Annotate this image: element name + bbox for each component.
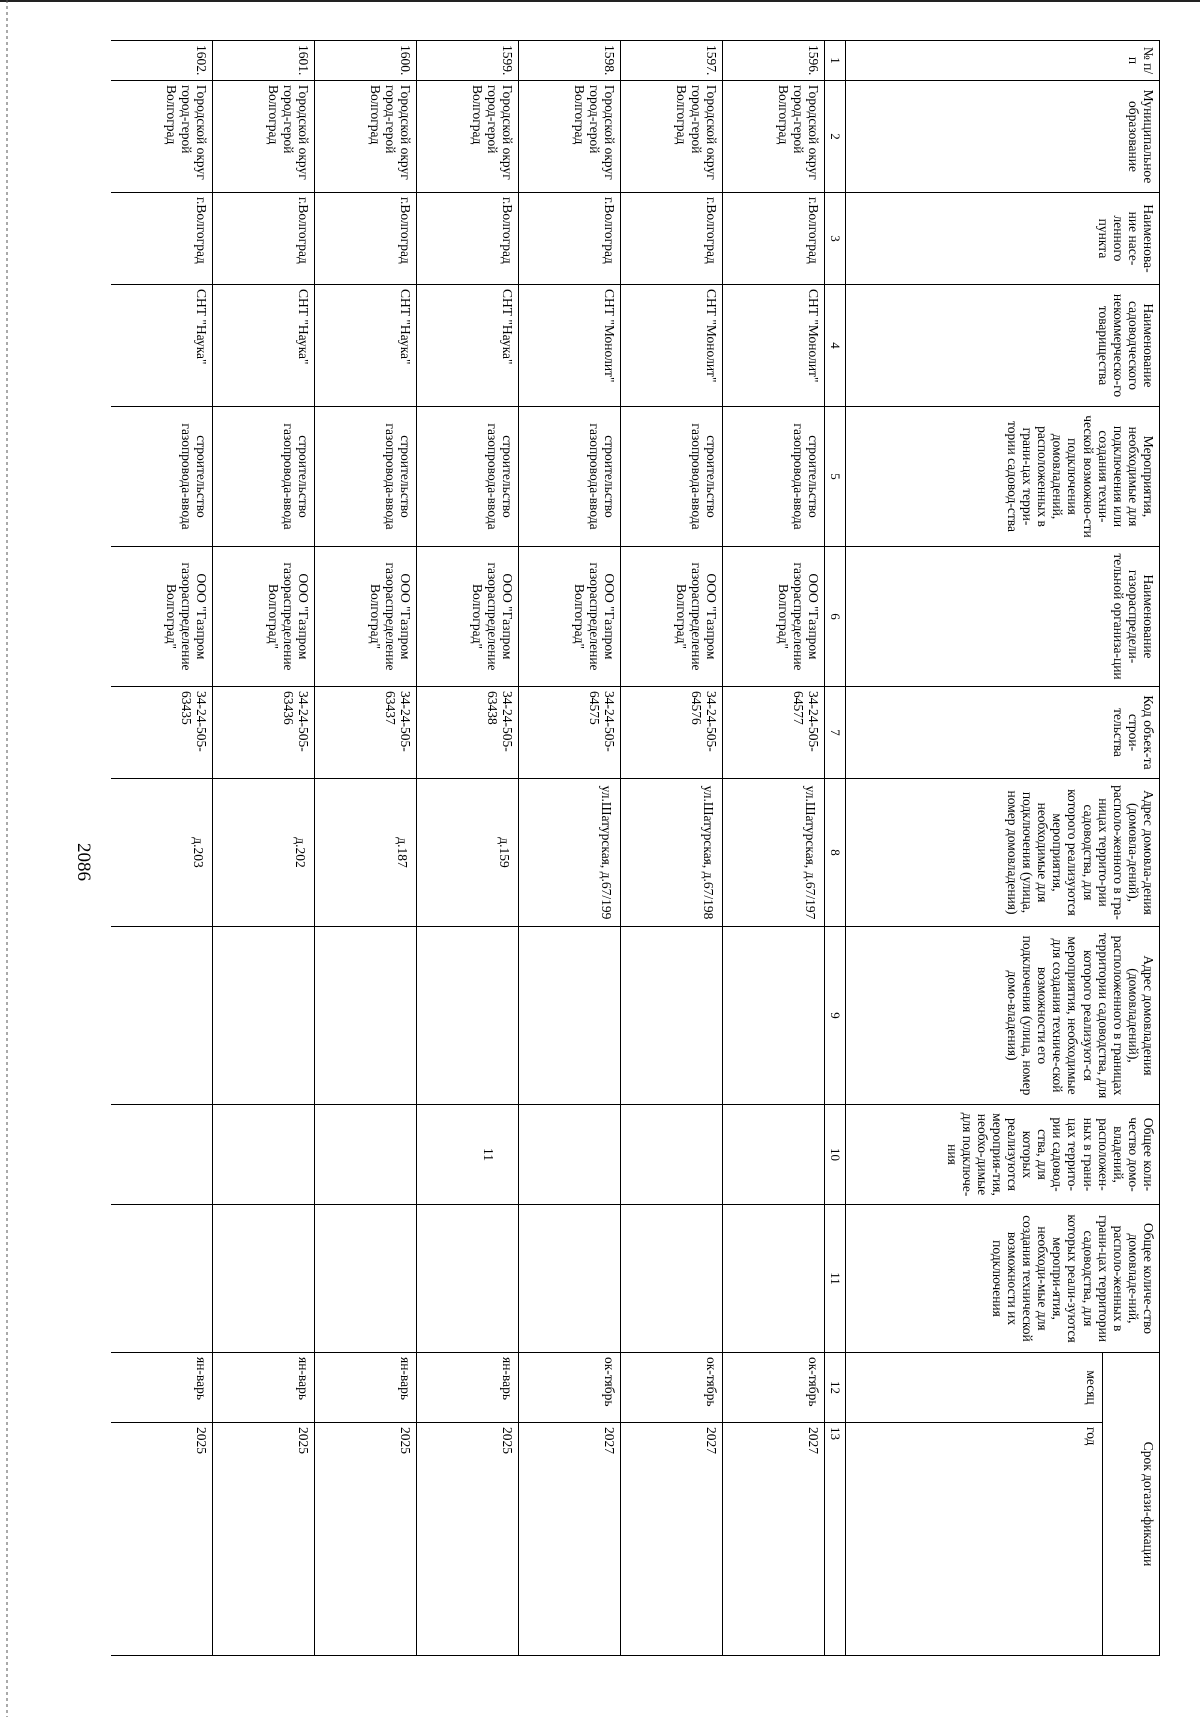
cell-month: ян-варь xyxy=(417,1353,519,1423)
colnum: 13 xyxy=(825,1423,846,1656)
header-measures: Мероприятия, необходимые для подключения или создания техни-ческой возможно-сти подключения домовладений, расположенных в грани-цах терри-тории садовод-ства xyxy=(846,407,1160,547)
cell-municipality: Городской округ город-герой Волгоград xyxy=(111,81,213,193)
cell-total-capability xyxy=(111,1205,213,1353)
cell-partnership: СНТ "Наука" xyxy=(111,285,213,407)
cell-object-code: 34-24-505-63435 xyxy=(111,687,213,779)
cell-measures: строительство газопровода-ввода xyxy=(111,407,213,547)
cell-month: ян-варь xyxy=(213,1353,315,1423)
rotated-table-container xyxy=(163,40,1160,1655)
cell-measures: строительство газопровода-ввода xyxy=(519,407,621,547)
header-municipality: Муниципальное образование xyxy=(846,81,1160,193)
cell-year: 2025 xyxy=(315,1423,417,1656)
cell-object-code: 34-24-505-63437 xyxy=(315,687,417,779)
cell-num: 1602. xyxy=(111,41,213,81)
cell-year: 2027 xyxy=(723,1423,825,1656)
cell-municipality: Городской округ город-герой Волгоград xyxy=(621,81,723,193)
page-number: 2086 xyxy=(73,843,94,881)
cell-address-connection: ул.Шатурская, д.67/198 xyxy=(621,779,723,927)
cell-total-capability xyxy=(519,1205,621,1353)
header-address-capability: Адрес домовладения (домовладений), расположенного в границах территории садоводства, для которого реализуют-ся мероприятия, необходимые для создания техниче-ской возможности его подключения (улица, номер домо-владения) xyxy=(846,927,1160,1105)
cell-year: 2025 xyxy=(213,1423,315,1656)
cell-address-connection: д.202 xyxy=(213,779,315,927)
cell-settlement: г.Волгоград xyxy=(111,193,213,285)
cell-address-capability xyxy=(519,927,621,1105)
header-address-connection: Адрес домовла-дения (домовла-дений), располо-женного в гра-ницах террито-рии садоводства, для которого реализуются мероприятия, необходимые для подключения (улица, номер домовладения) xyxy=(846,779,1160,927)
cell-municipality: Городской округ город-герой Волгоград xyxy=(417,81,519,193)
cell-partnership: СНТ "Наука" xyxy=(315,285,417,407)
cell-address-capability xyxy=(621,927,723,1105)
colnum: 8 xyxy=(825,779,846,927)
table-row xyxy=(213,41,315,1656)
cell-total-capability xyxy=(723,1205,825,1353)
cell-municipality: Городской округ город-герой Волгоград xyxy=(315,81,417,193)
cell-municipality: Городской округ город-герой Волгоград xyxy=(213,81,315,193)
header-month: месяц xyxy=(846,1353,1103,1423)
colnum: 5 xyxy=(825,407,846,547)
table-row xyxy=(315,41,417,1656)
cell-total-connection xyxy=(213,1105,315,1205)
cell-settlement: г.Волгоград xyxy=(519,193,621,285)
table-row xyxy=(111,41,213,1656)
cell-year: 2027 xyxy=(519,1423,621,1656)
cell-settlement: г.Волгоград xyxy=(723,193,825,285)
gasification-table xyxy=(111,40,1160,1656)
table-body xyxy=(111,41,825,1656)
cell-total-capability xyxy=(213,1205,315,1353)
cell-address-connection: д.159 xyxy=(417,779,519,927)
cell-municipality: Городской округ город-герой Волгоград xyxy=(723,81,825,193)
cell-month: ян-варь xyxy=(111,1353,213,1423)
cell-object-code: 34-24-505-63436 xyxy=(213,687,315,779)
cell-gas-org: ООО "Газпром газораспределение Волгоград" xyxy=(213,547,315,687)
colnum: 10 xyxy=(825,1105,846,1205)
cell-gas-org: ООО "Газпром газораспределение Волгоград" xyxy=(111,547,213,687)
cell-address-capability xyxy=(723,927,825,1105)
table-row xyxy=(621,41,723,1656)
cell-address-capability xyxy=(111,927,213,1105)
cell-object-code: 34-24-505-64577 xyxy=(723,687,825,779)
cell-address-connection: д.203 xyxy=(111,779,213,927)
header-total-connection: Общее коли-чество домо-владений, расположен-ных в грани-цах террито-рии садовод-ства, для которых реализуются мероприя-тия, необхо-димые для подключе-ния xyxy=(846,1105,1160,1205)
cell-num: 1599. xyxy=(417,41,519,81)
cell-total-capability xyxy=(315,1205,417,1353)
cell-total-connection xyxy=(111,1105,213,1205)
colnum: 1 xyxy=(825,41,846,81)
colnum: 6 xyxy=(825,547,846,687)
table-row xyxy=(417,41,519,1656)
cell-measures: строительство газопровода-ввода xyxy=(315,407,417,547)
cell-object-code: 34-24-505-64575 xyxy=(519,687,621,779)
cell-total-connection: 11 xyxy=(417,1105,519,1205)
header-num: № п/п xyxy=(846,41,1160,81)
cell-num: 1600. xyxy=(315,41,417,81)
header-gas-org: Наименование газораспредели-тельной организа-ции xyxy=(846,547,1160,687)
cell-total-connection xyxy=(519,1105,621,1205)
cell-municipality: Городской округ город-герой Волгоград xyxy=(519,81,621,193)
cell-object-code: 34-24-505-64576 xyxy=(621,687,723,779)
cell-measures: строительство газопровода-ввода xyxy=(417,407,519,547)
colnum: 4 xyxy=(825,285,846,407)
cell-total-capability xyxy=(621,1205,723,1353)
column-number-row xyxy=(825,41,846,1656)
colnum: 11 xyxy=(825,1205,846,1353)
cell-partnership: СНТ "Монолит" xyxy=(621,285,723,407)
header-settlement: Наименова-ние насе-ленного пункта xyxy=(846,193,1160,285)
colnum: 12 xyxy=(825,1353,846,1423)
cell-gas-org: ООО "Газпром газораспределение Волгоград" xyxy=(621,547,723,687)
cell-year: 2025 xyxy=(111,1423,213,1656)
cell-measures: строительство газопровода-ввода xyxy=(213,407,315,547)
cell-month: ок-тябрь xyxy=(519,1353,621,1423)
cell-month: ок-тябрь xyxy=(723,1353,825,1423)
cell-num: 1596. xyxy=(723,41,825,81)
cell-address-capability xyxy=(417,927,519,1105)
colnum: 3 xyxy=(825,193,846,285)
colnum: 7 xyxy=(825,687,846,779)
cell-address-capability xyxy=(315,927,417,1105)
cell-year: 2025 xyxy=(417,1423,519,1656)
cell-address-connection: д.187 xyxy=(315,779,417,927)
cell-address-capability xyxy=(213,927,315,1105)
header-row-top xyxy=(1103,41,1160,1656)
cell-num: 1598. xyxy=(519,41,621,81)
cell-object-code: 34-24-505-63438 xyxy=(417,687,519,779)
colnum: 9 xyxy=(825,927,846,1105)
cell-settlement: г.Волгоград xyxy=(315,193,417,285)
cell-partnership: СНТ "Наука" xyxy=(213,285,315,407)
table-row xyxy=(519,41,621,1656)
header-deadline: Срок догази-фикации xyxy=(1103,1353,1160,1656)
cell-gas-org: ООО "Газпром газораспределение Волгоград" xyxy=(315,547,417,687)
header-year: год xyxy=(846,1423,1103,1656)
scan-border-top xyxy=(0,0,1200,2)
cell-num: 1597. xyxy=(621,41,723,81)
cell-measures: строительство газопровода-ввода xyxy=(621,407,723,547)
cell-year: 2027 xyxy=(621,1423,723,1656)
colnum: 2 xyxy=(825,81,846,193)
cell-month: ок-тябрь xyxy=(621,1353,723,1423)
cell-address-connection: ул.Шатурская, д.67/199 xyxy=(519,779,621,927)
cell-partnership: СНТ "Монолит" xyxy=(519,285,621,407)
cell-measures: строительство газопровода-ввода xyxy=(723,407,825,547)
header-object-code: Код объек-та строи-тельства xyxy=(846,687,1160,779)
cell-settlement: г.Волгоград xyxy=(213,193,315,285)
cell-settlement: г.Волгоград xyxy=(621,193,723,285)
scan-border-left xyxy=(6,0,8,1717)
cell-total-connection xyxy=(315,1105,417,1205)
cell-num: 1601. xyxy=(213,41,315,81)
cell-total-capability xyxy=(417,1205,519,1353)
table-row xyxy=(723,41,825,1656)
cell-total-connection xyxy=(621,1105,723,1205)
cell-gas-org: ООО "Газпром газораспределение Волгоград" xyxy=(417,547,519,687)
cell-gas-org: ООО "Газпром газораспределение Волгоград" xyxy=(723,547,825,687)
cell-month: ян-варь xyxy=(315,1353,417,1423)
cell-partnership: СНТ "Монолит" xyxy=(723,285,825,407)
header-partnership: Наименование садоводческого некоммерческо-го товарищества xyxy=(846,285,1160,407)
cell-address-connection: ул.Шатурская, д.67/197 xyxy=(723,779,825,927)
cell-settlement: г.Волгоград xyxy=(417,193,519,285)
cell-total-connection xyxy=(723,1105,825,1205)
cell-gas-org: ООО "Газпром газораспределение Волгоград" xyxy=(519,547,621,687)
cell-partnership: СНТ "Наука" xyxy=(417,285,519,407)
header-total-capability: Общее количе-ство домовладе-ний, располо-женных в грани-цах территории садоводства, для которых реали-зуются меропри-ятия, необходи-мые для создания технической возможности их подключения xyxy=(846,1205,1160,1353)
